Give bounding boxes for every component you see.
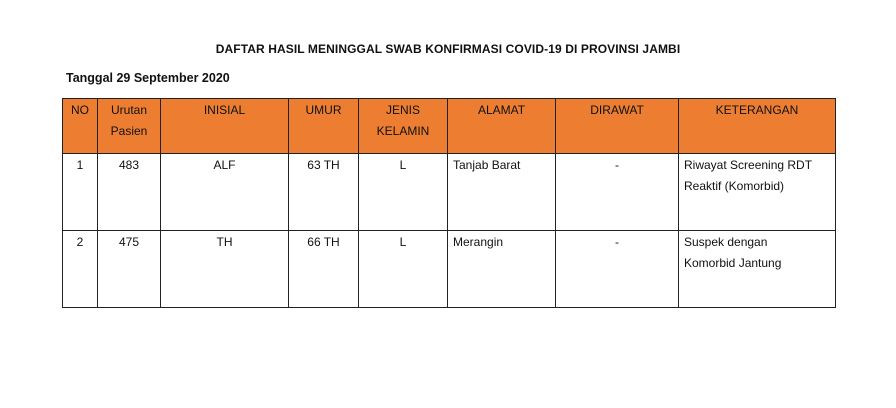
cell-no: 2 — [63, 231, 98, 308]
header-dirawat: DIRAWAT — [556, 99, 679, 154]
header-jenis-line1: JENIS — [385, 103, 420, 117]
header-urutan-pasien — [98, 99, 161, 154]
cell-urutan: 475 — [98, 231, 161, 308]
header-alamat: ALAMAT — [448, 99, 556, 154]
keterangan-line2: Komorbid Jantung — [684, 256, 782, 270]
cell-inisial: TH — [161, 231, 289, 308]
header-keterangan: KETERANGAN — [679, 99, 836, 154]
cell-jenis-kelamin: L — [359, 154, 448, 231]
header-urutan-line1: Urutan — [110, 103, 148, 117]
cell-alamat: Merangin — [448, 231, 556, 308]
header-urutan-line2: Pasien — [110, 124, 148, 138]
keterangan-line1: Suspek dengan — [684, 235, 768, 249]
cell-umur: 63 TH — [289, 154, 359, 231]
cell-no: 1 — [63, 154, 98, 231]
header-jenis-kelamin — [359, 99, 448, 154]
document-date: Tanggal 29 September 2020 — [66, 71, 230, 85]
cell-alamat: Tanjab Barat — [448, 154, 556, 231]
cell-urutan: 483 — [98, 154, 161, 231]
cell-jenis-kelamin: L — [359, 231, 448, 308]
cell-dirawat: - — [556, 231, 679, 308]
cell-keterangan — [679, 231, 836, 308]
table-row — [63, 231, 836, 308]
cell-dirawat: - — [556, 154, 679, 231]
header-jenis-line2: KELAMIN — [376, 124, 430, 138]
table-row — [63, 154, 836, 231]
keterangan-line1: Riwayat Screening RDT — [684, 158, 813, 172]
header-inisial: INISIAL — [161, 99, 289, 154]
cell-keterangan — [679, 154, 836, 231]
deaths-table — [62, 98, 836, 308]
cell-umur: 66 TH — [289, 231, 359, 308]
table-header-row — [63, 99, 836, 154]
header-umur: UMUR — [289, 99, 359, 154]
keterangan-line2: Reaktif (Komorbid) — [684, 179, 785, 193]
document-title: DAFTAR HASIL MENINGGAL SWAB KONFIRMASI COVID-19 DI PROVINSI JAMBI — [215, 42, 681, 56]
header-no: NO — [63, 99, 98, 154]
cell-inisial: ALF — [161, 154, 289, 231]
